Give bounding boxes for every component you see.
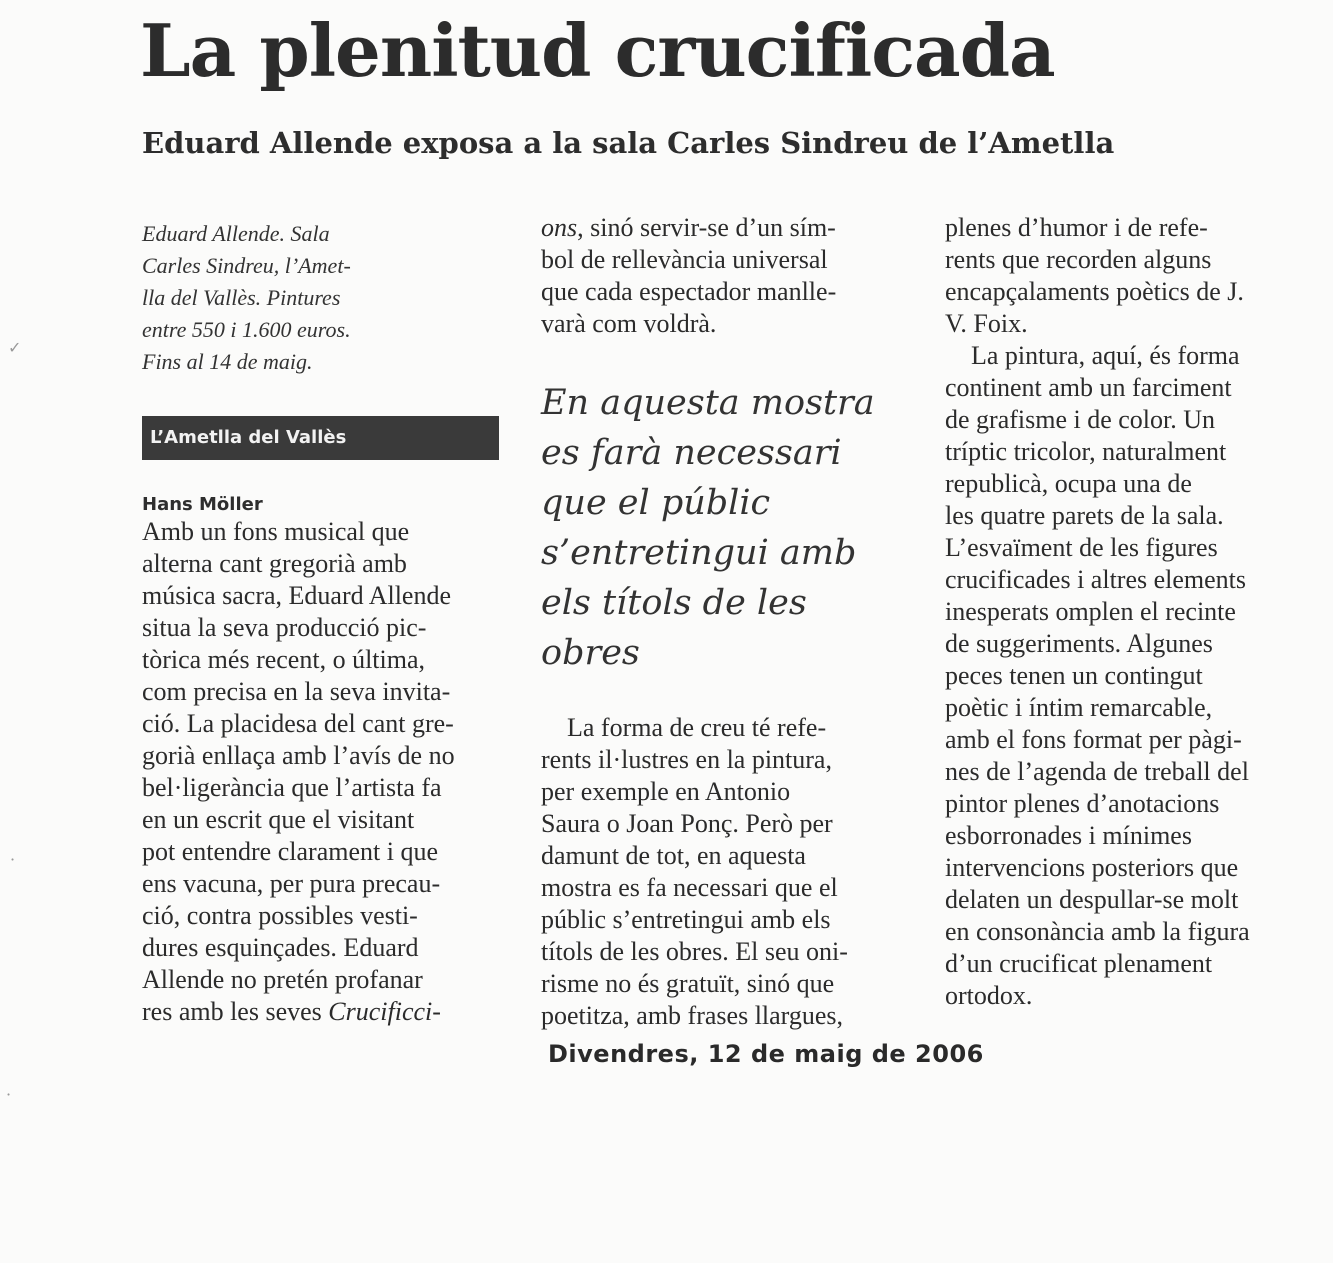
text-line: ció. La placidesa del cant gre- — [142, 709, 454, 738]
column-3 — [945, 212, 1310, 1012]
info-line: Eduard Allende. Sala — [142, 221, 330, 246]
text-line: esborronades i mínimes — [945, 821, 1192, 850]
quote-line: es farà necessari — [541, 433, 842, 473]
column-1 — [142, 218, 502, 1028]
text-line: les quatre parets de la sala. — [945, 501, 1224, 530]
info-line: entre 550 i 1.600 euros. — [142, 317, 351, 342]
italic-fragment: Crucificci- — [328, 997, 441, 1026]
text-line: en consonància amb la figura — [945, 917, 1250, 946]
text-line: poètic i íntim remarcable, — [945, 693, 1213, 722]
text-line: de suggeriments. Algunes — [945, 629, 1213, 658]
quote-line: els títols de les — [541, 583, 807, 623]
text-line: com precisa en la seva invita- — [142, 677, 451, 706]
text-line: inesperats omplen el recinte — [945, 597, 1236, 626]
text-line — [142, 996, 502, 1028]
text-line: gorià enllaça amb l’avís de no — [142, 741, 455, 770]
text-line: V. Foix. — [945, 309, 1028, 338]
text-line: dures esquinçades. Eduard — [142, 933, 419, 962]
article-body-col3 — [945, 212, 1310, 1012]
quote-line: En aquesta mostra — [541, 383, 875, 423]
text-line: L’esvaïment de les figures — [945, 533, 1218, 562]
text-line: per exemple en Antonio — [541, 777, 791, 806]
text-line: en un escrit que el visitant — [142, 805, 415, 834]
text-line: intervencions posteriors que — [945, 853, 1239, 882]
dateline: Divendres, 12 de maig de 2006 — [548, 1040, 984, 1068]
location-tag: L’Ametlla del Vallès — [142, 416, 499, 460]
text-line: d’un crucificat plenament — [945, 949, 1213, 978]
text-line: poetitza, amb frases llargues, — [541, 1001, 844, 1030]
text-fragment: res amb les seves — [142, 997, 329, 1026]
text-line: crucificades i altres elements — [945, 565, 1247, 594]
text-line: nes de l’agenda de treball del — [945, 757, 1249, 786]
subheadline: Eduard Allende exposa a la sala Carles Sindreu de l’Ametlla — [142, 126, 1115, 160]
quote-line: obres — [541, 633, 640, 673]
text-line: delaten un despullar-se molt — [945, 885, 1239, 914]
text-line: amb el fons format per pàgi- — [945, 725, 1242, 754]
text-line: ció, contra possibles vesti- — [142, 901, 418, 930]
text-line: encapçalaments poètics de J. — [945, 277, 1244, 306]
text-line: pintor plenes d’anotacions — [945, 789, 1220, 818]
headline: La plenitud crucificada — [140, 8, 1055, 93]
info-line: Fins al 14 de maig. — [142, 349, 313, 374]
info-line: lla del Vallès. Pintures — [142, 285, 341, 310]
text-line — [541, 212, 901, 244]
article-body-col1 — [142, 516, 502, 1028]
text-line: Amb un fons musical que — [142, 517, 410, 546]
text-line: públic s’entretingui amb els — [541, 905, 831, 934]
text-line: La pintura, aquí, és forma — [971, 341, 1240, 370]
column-2 — [541, 212, 901, 1032]
text-line: ortodox. — [945, 981, 1033, 1010]
text-line: varà com voldrà. — [541, 309, 717, 338]
italic-fragment: ons — [541, 213, 578, 242]
text-line: de grafisme i de color. Un — [945, 405, 1216, 434]
text-line: damunt de tot, en aquesta — [541, 841, 806, 870]
text-line: pot entendre clarament i que — [142, 837, 438, 866]
text-line: tòrica més recent, o última, — [142, 645, 426, 674]
text-line: peces tenen un contingut — [945, 661, 1203, 690]
text-line: que cada espectador manlle- — [541, 277, 837, 306]
pull-quote — [541, 378, 901, 678]
text-line: música sacra, Eduard Allende — [142, 581, 451, 610]
quote-line: s’entretingui amb — [541, 533, 857, 573]
article-body-col2-bottom — [541, 712, 901, 1032]
scan-speck: · — [10, 850, 16, 869]
text-line: Allende no pretén profanar — [142, 965, 423, 994]
text-line: títols de les obres. El seu oni- — [541, 937, 848, 966]
text-line: La forma de creu té refe- — [567, 713, 827, 742]
info-line: Carles Sindreu, l’Amet- — [142, 253, 351, 278]
quote-line: que el públic — [541, 483, 771, 523]
text-line: bol de rellevància universal — [541, 245, 828, 274]
text-line: Saura o Joan Ponç. Però per — [541, 809, 833, 838]
scan-speck: · — [6, 1085, 12, 1104]
text-line: continent amb un farciment — [945, 373, 1232, 402]
text-line: rents que recorden alguns — [945, 245, 1212, 274]
exhibition-info — [142, 218, 502, 378]
text-line: alterna cant gregorià amb — [142, 549, 407, 578]
text-line: situa la seva producció pic- — [142, 613, 427, 642]
author-byline: Hans Möller — [142, 494, 263, 515]
text-line: tríptic tricolor, naturalment — [945, 437, 1227, 466]
text-line: plenes d’humor i de refe- — [945, 213, 1208, 242]
text-line: rents il·lustres en la pintura, — [541, 745, 832, 774]
text-line: mostra es fa necessari que el — [541, 873, 838, 902]
scan-speck: ✓ — [8, 338, 22, 357]
text-fragment: , sinó servir-se d’un sím- — [577, 213, 836, 242]
text-line: republicà, ocupa una de — [945, 469, 1192, 498]
article-body-col2-top — [541, 212, 901, 340]
text-line: risme no és gratuït, sinó que — [541, 969, 835, 998]
text-line: ens vacuna, per pura precau- — [142, 869, 441, 898]
text-line: bel·ligerància que l’artista fa — [142, 773, 442, 802]
